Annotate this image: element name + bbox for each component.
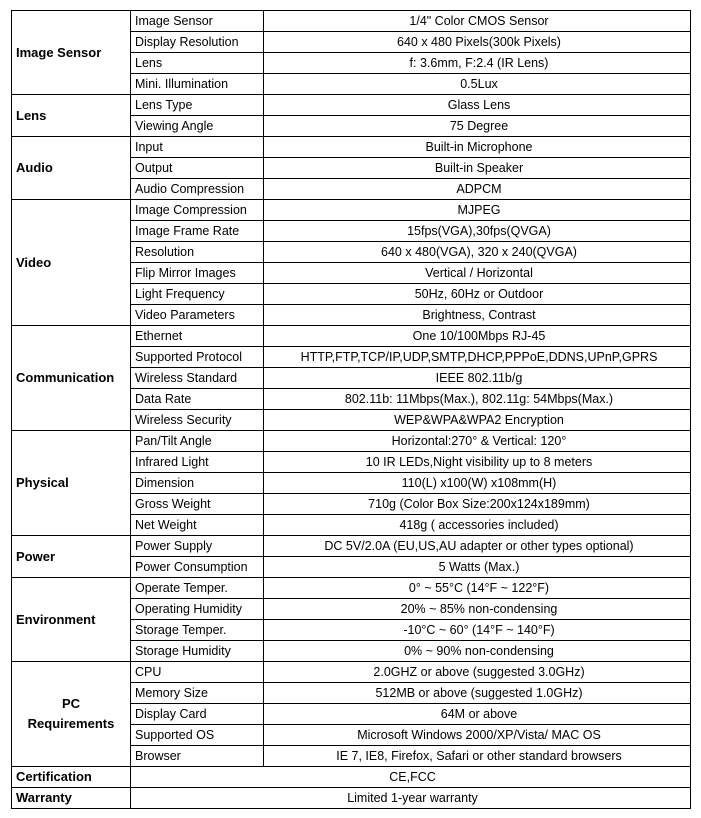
category-label-line1: PC <box>61 696 81 711</box>
spec-value: 50Hz, 60Hz or Outdoor <box>264 284 691 305</box>
spec-label: Display Resolution <box>131 32 264 53</box>
spec-label: Power Supply <box>131 536 264 557</box>
spec-row <box>12 200 691 221</box>
spec-label: Supported OS <box>131 725 264 746</box>
category-audio: Audio <box>12 137 131 200</box>
category-physical: Physical <box>12 431 131 536</box>
spec-value: IEEE 802.11b/g <box>264 368 691 389</box>
category-environment: Environment <box>12 578 131 662</box>
spec-label: Power Consumption <box>131 557 264 578</box>
category-communication: Communication <box>12 326 131 431</box>
spec-label: Audio Compression <box>131 179 264 200</box>
spec-label: Flip Mirror Images <box>131 263 264 284</box>
spec-label: Lens Type <box>131 95 264 116</box>
spec-value: 0.5Lux <box>264 74 691 95</box>
spec-value: One 10/100Mbps RJ-45 <box>264 326 691 347</box>
spec-value: 710g (Color Box Size:200x124x189mm) <box>264 494 691 515</box>
spec-value: Brightness, Contrast <box>264 305 691 326</box>
specification-table <box>11 10 691 809</box>
spec-label: Infrared Light <box>131 452 264 473</box>
spec-label: Display Card <box>131 704 264 725</box>
spec-value: f: 3.6mm, F:2.4 (IR Lens) <box>264 53 691 74</box>
spec-label: Data Rate <box>131 389 264 410</box>
spec-label: Image Frame Rate <box>131 221 264 242</box>
spec-value: 64M or above <box>264 704 691 725</box>
category-warranty: Warranty <box>12 788 131 809</box>
spec-value: Microsoft Windows 2000/XP/Vista/ MAC OS <box>264 725 691 746</box>
spec-label: Wireless Standard <box>131 368 264 389</box>
spec-value: Vertical / Horizontal <box>264 263 691 284</box>
spec-label: Operating Humidity <box>131 599 264 620</box>
spec-label: Operate Temper. <box>131 578 264 599</box>
spec-value: DC 5V/2.0A (EU,US,AU adapter or other types optional) <box>264 536 691 557</box>
spec-value: MJPEG <box>264 200 691 221</box>
spec-value: Glass Lens <box>264 95 691 116</box>
spec-value: 2.0GHZ or above (suggested 3.0GHz) <box>264 662 691 683</box>
spec-label: Dimension <box>131 473 264 494</box>
spec-value: -10°C ~ 60° (14°F ~ 140°F) <box>264 620 691 641</box>
spec-row <box>12 431 691 452</box>
spec-label: Gross Weight <box>131 494 264 515</box>
spec-row <box>12 536 691 557</box>
spec-value: IE 7, IE8, Firefox, Safari or other standard browsers <box>264 746 691 767</box>
spec-value: 110(L) x100(W) x108mm(H) <box>264 473 691 494</box>
spec-value: 0% ~ 90% non-condensing <box>264 641 691 662</box>
category-video: Video <box>12 200 131 326</box>
spec-row-warranty <box>12 788 691 809</box>
spec-label: CPU <box>131 662 264 683</box>
spec-value: 640 x 480(VGA), 320 x 240(QVGA) <box>264 242 691 263</box>
category-pc-requirements <box>12 662 131 767</box>
spec-value: Built-in Speaker <box>264 158 691 179</box>
spec-label: Mini. Illumination <box>131 74 264 95</box>
category-certification: Certification <box>12 767 131 788</box>
specification-table-body <box>12 11 691 809</box>
spec-label: Viewing Angle <box>131 116 264 137</box>
spec-value: WEP&WPA&WPA2 Encryption <box>264 410 691 431</box>
spec-value: 20% ~ 85% non-condensing <box>264 599 691 620</box>
spec-value: 640 x 480 Pixels(300k Pixels) <box>264 32 691 53</box>
spec-label: Wireless Security <box>131 410 264 431</box>
spec-row <box>12 662 691 683</box>
spec-label: Net Weight <box>131 515 264 536</box>
spec-row-certification <box>12 767 691 788</box>
spec-label: Supported Protocol <box>131 347 264 368</box>
spec-label: Input <box>131 137 264 158</box>
spec-value: 5 Watts (Max.) <box>264 557 691 578</box>
spec-value: ADPCM <box>264 179 691 200</box>
spec-label: Resolution <box>131 242 264 263</box>
spec-label: Image Sensor <box>131 11 264 32</box>
spec-label: Browser <box>131 746 264 767</box>
spec-value: CE,FCC <box>131 767 691 788</box>
spec-label: Video Parameters <box>131 305 264 326</box>
spec-label: Lens <box>131 53 264 74</box>
spec-row <box>12 95 691 116</box>
spec-value: 1/4" Color CMOS Sensor <box>264 11 691 32</box>
spec-value: 0° ~ 55°C (14°F ~ 122°F) <box>264 578 691 599</box>
spec-value: Built-in Microphone <box>264 137 691 158</box>
spec-label: Pan/Tilt Angle <box>131 431 264 452</box>
spec-value: 512MB or above (suggested 1.0GHz) <box>264 683 691 704</box>
spec-label: Light Frequency <box>131 284 264 305</box>
category-lens: Lens <box>12 95 131 137</box>
spec-label: Storage Temper. <box>131 620 264 641</box>
spec-row <box>12 11 691 32</box>
spec-label: Ethernet <box>131 326 264 347</box>
spec-label: Image Compression <box>131 200 264 221</box>
spec-label: Output <box>131 158 264 179</box>
spec-value: 75 Degree <box>264 116 691 137</box>
spec-value: 10 IR LEDs,Night visibility up to 8 meters <box>264 452 691 473</box>
spec-row <box>12 137 691 158</box>
spec-value: 15fps(VGA),30fps(QVGA) <box>264 221 691 242</box>
spec-label: Storage Humidity <box>131 641 264 662</box>
spec-value: 802.11b: 11Mbps(Max.), 802.11g: 54Mbps(Max.) <box>264 389 691 410</box>
category-power: Power <box>12 536 131 578</box>
spec-value: 418g ( accessories included) <box>264 515 691 536</box>
spec-value: HTTP,FTP,TCP/IP,UDP,SMTP,DHCP,PPPoE,DDNS,UPnP,GPRS <box>264 347 691 368</box>
spec-row <box>12 326 691 347</box>
spec-value: Horizontal:270° & Vertical: 120° <box>264 431 691 452</box>
spec-value: Limited 1-year warranty <box>131 788 691 809</box>
category-label-line2: Requirements <box>27 716 115 731</box>
category-image-sensor: Image Sensor <box>12 11 131 95</box>
spec-row <box>12 578 691 599</box>
spec-label: Memory Size <box>131 683 264 704</box>
